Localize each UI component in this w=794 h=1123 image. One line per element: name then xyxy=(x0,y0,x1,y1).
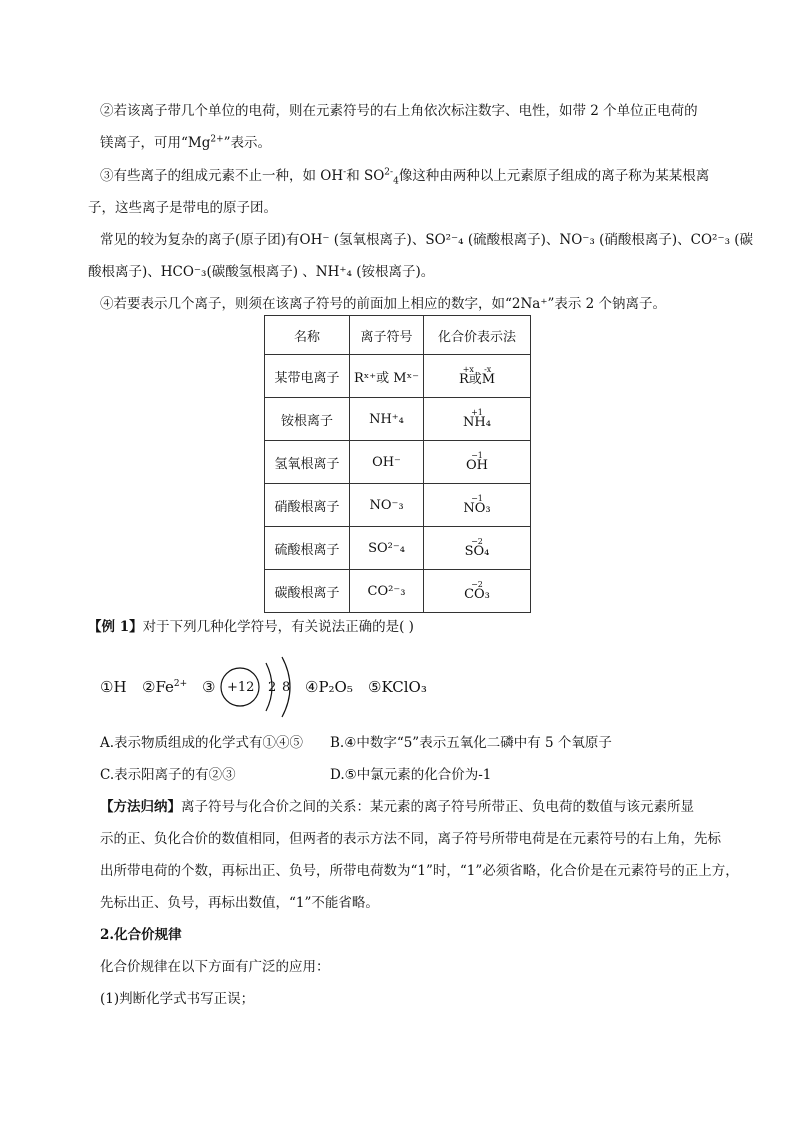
para2-text-end: ”表示。 xyxy=(223,135,272,151)
table-row xyxy=(265,527,531,570)
method-line3: 出所带电荷的个数，再标出正、负号，所带电荷数为“1”时，“1”必须省略，化合价是在元素符号的正上方， xyxy=(100,863,739,879)
option-5: ⑤KClO₃ xyxy=(368,678,427,696)
para3-text-a: ③有些离子的组成元素不止一种，如 OH xyxy=(100,168,344,184)
valence-mark: +x -x xyxy=(462,365,492,374)
valence-mark: −2 xyxy=(471,537,483,546)
cell-name: 硫酸根离子 xyxy=(265,527,350,570)
header-name: 名称 xyxy=(265,316,350,355)
valence-mark: −2 xyxy=(471,580,483,589)
section2-title: 2.化合价规律 xyxy=(100,927,182,943)
valence-base: R或M xyxy=(458,372,496,387)
para4: ④若要表示几个离子，则须在该离子符号的前面加上相应的数字，如“2Na⁺”表示 2 个钠离子。 xyxy=(100,296,667,312)
answer-a: A.表示物质组成的化学式有①④⑤ xyxy=(100,735,304,751)
cell-valence xyxy=(424,527,531,570)
header-valence: 化合价表示法 xyxy=(424,316,531,355)
valence-base: SO₄ xyxy=(464,544,490,559)
answer-c: C.表示阳离子的有②③ xyxy=(100,767,236,783)
cell-valence xyxy=(424,570,531,613)
cell-valence xyxy=(424,484,531,527)
valence-base: NH₄ xyxy=(463,415,491,430)
valence-base: OH xyxy=(466,458,488,473)
method-label: 【方法归纳】 xyxy=(100,799,181,815)
cell-valence xyxy=(424,441,531,484)
header-symbol: 离子符号 xyxy=(350,316,424,355)
cell-symbol: OH⁻ xyxy=(350,441,424,484)
common-ions-line1: 常见的较为复杂的离子(原子团)有OH⁻ (氢氧根离子)、SO²⁻₄ (硫酸根离子)、NO⁻₃ (硝酸根离子)、CO²⁻₃ (碳 xyxy=(100,232,754,248)
method-line4: 先标出正、负号，再标出数值，“1”不能省略。 xyxy=(100,895,379,911)
table-header-row xyxy=(265,316,531,355)
cell-symbol: SO²⁻₄ xyxy=(350,527,424,570)
option-2 xyxy=(142,678,187,696)
cell-name: 硝酸根离子 xyxy=(265,484,350,527)
ion-table xyxy=(264,315,531,613)
example1-options xyxy=(100,645,460,725)
cell-name: 氢氧根离子 xyxy=(265,441,350,484)
para3-text-b: 和 SO xyxy=(346,168,385,184)
option-4: ④P₂O₅ xyxy=(305,678,353,696)
para3-line2: 子，这些离子是带电的原子团。 xyxy=(88,200,277,216)
example1-text: 对于下列几种化学符号，有关说法正确的是( ) xyxy=(142,619,414,635)
cell-name: 某带电离子 xyxy=(265,355,350,398)
valence-base: CO₃ xyxy=(464,587,490,602)
table-row xyxy=(265,570,531,613)
shell1-electrons: 2 xyxy=(268,680,277,695)
valence-base: NO₃ xyxy=(463,501,491,516)
table-row xyxy=(265,441,531,484)
so4-charge: 2- xyxy=(384,167,394,178)
para2-line2 xyxy=(100,133,271,153)
cell-symbol: NH⁺₄ xyxy=(350,398,424,441)
cell-valence xyxy=(424,355,531,398)
para2-text: 镁离子，可用“Mg xyxy=(100,135,211,151)
valence-mark: −1 xyxy=(471,451,483,460)
valence-mark: −1 xyxy=(471,494,483,503)
option-1: ①H xyxy=(100,678,127,696)
table-row xyxy=(265,398,531,441)
answer-d: D.⑤中氯元素的化合价为-1 xyxy=(330,767,492,783)
method-line2: 示的正、负化合价的数值相同，但两者的表示方法不同，离子符号所带电荷是在元素符号的右上角，先标 xyxy=(100,831,721,847)
nucleus-charge: +12 xyxy=(227,680,255,695)
cell-symbol: Rˣ⁺或 Mˣ⁻ xyxy=(350,355,424,398)
cell-name: 碳酸根离子 xyxy=(265,570,350,613)
so4-sub: 4 xyxy=(393,176,399,187)
section2-item1: (1)判断化学式书写正误； xyxy=(100,991,255,1007)
para3-line1 xyxy=(100,166,709,186)
para2-line1: ②若该离子带几个单位的电荷，则在元素符号的右上角依次标注数字、电性，如带 2 个单位正电荷的 xyxy=(100,103,698,119)
option-2-text: ②Fe xyxy=(142,678,174,696)
para3-text-d: 像这种由两种以上元素原子组成的离子称为某某根离 xyxy=(398,168,710,184)
method-text: 离子符号与化合价之间的关系：某元素的离子符号所带正、负电荷的数值与该元素所显 xyxy=(181,799,694,815)
shell2-electrons: 8 xyxy=(282,680,291,695)
common-ions-line2: 酸根离子)、HCO⁻₃(碳酸氢根离子) 、NH⁺₄ (铵根离子)。 xyxy=(88,264,435,280)
cell-symbol: CO²⁻₃ xyxy=(350,570,424,613)
table-row xyxy=(265,484,531,527)
answer-b: B.④中数字“5”表示五氧化二磷中有 5 个氧原子 xyxy=(330,735,612,751)
fe-charge: 2+ xyxy=(173,679,188,689)
table-row xyxy=(265,355,531,398)
valence-mark: +1 xyxy=(471,408,483,417)
example1-question xyxy=(88,617,414,637)
section2-intro: 化合价规律在以下方面有广泛的应用： xyxy=(100,959,330,975)
cell-name: 铵根离子 xyxy=(265,398,350,441)
mg-charge: 2+ xyxy=(210,134,224,145)
oh-charge: - xyxy=(343,167,347,178)
example1-label: 【例 1】 xyxy=(88,619,143,635)
cell-symbol: NO⁻₃ xyxy=(350,484,424,527)
cell-valence xyxy=(424,398,531,441)
method-line1 xyxy=(100,797,694,817)
option-3: ③ xyxy=(202,678,216,696)
